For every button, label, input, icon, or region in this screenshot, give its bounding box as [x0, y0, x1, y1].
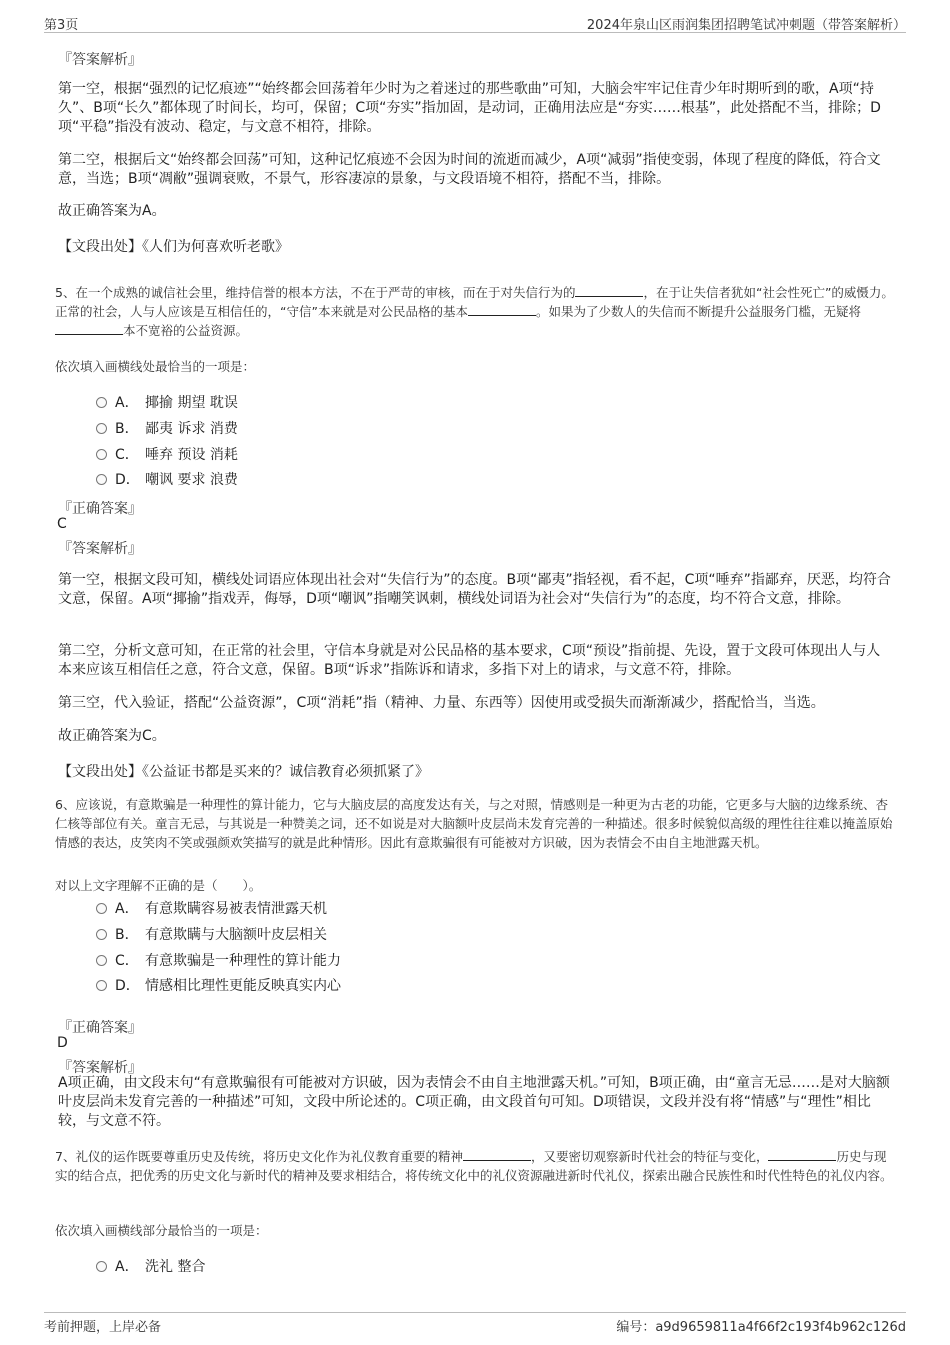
analysis-label: 『答案解析』 — [58, 1060, 142, 1076]
question-6-prompt: 对以上文字理解不正确的是（ ）。 — [55, 878, 262, 893]
document-id: 编号：a9d9659811a4f66f2c193f4b962c126d — [616, 1320, 906, 1335]
analysis-paragraph: A项正确，由文段末句“有意欺骗很有可能被对方识破，因为表情会不由自主地泄露天机。”可知，B项正确，由“童言无忌……是对大脑额叶皮层尚未发育完善的一种描述”可知，文段中所论述的。C项正确，由文段首句可知。D项错误，文段并没有将“情感”与“理性”相比较，与文意不符。 — [58, 1075, 890, 1129]
correct-answer: C — [57, 516, 67, 532]
analysis-paragraph-1: 第一空，根据“强烈的记忆痕迹”“始终都会回荡着年少时为之着迷过的那些歌曲”可知，大脑会牢牢记住青少年时期听到的歌，A项“持久”、B项“长久”都体现了时间长，均可，保留；C项“夯实”指加固，是动词，正确用法应是“夯实……根基”，此处搭配不当，排除；D项“平稳”指没有波动、稳定，与文意不相符，排除。 — [58, 81, 881, 135]
radio-icon[interactable] — [96, 980, 107, 991]
fill-blank — [468, 302, 536, 316]
page-footer — [44, 1312, 906, 1333]
analysis-label: 『答案解析』 — [58, 52, 142, 68]
analysis-paragraph-3: 第三空，代入验证，搭配“公益资源”，C项“消耗”指（精神、力量、东西等）因使用或受损失而渐渐减少，搭配恰当，当选。 — [58, 695, 825, 711]
question-7-stem: 7、礼仪的运作既要尊重历史及传统，将历史文化作为礼仪教育重要的精神 ，又要密切观察新时代社会的特征与变化， 历史与现实的结合点，把优秀的历史文化与新时代的精神及要求相结合，将传统文化中的礼仪资源融进新时代礼仪，探索出融合民族性和时代性特色的礼仪内容。 — [55, 1149, 893, 1183]
footer-slogan: 考前押题，上岸必备 — [44, 1320, 162, 1335]
fill-blank — [55, 321, 123, 335]
document-title: 2024年泉山区雨润集团招聘笔试冲刺题（带答案解析） — [586, 18, 906, 33]
question-7-prompt: 依次填入画横线部分最恰当的一项是： — [55, 1223, 268, 1238]
passage-source: 【文段出处】《公益证书都是买来的？诚信教育必须抓紧了》 — [58, 764, 429, 780]
radio-icon[interactable] — [96, 423, 107, 434]
fill-blank — [575, 283, 643, 297]
correct-answer-label: 『正确答案』 — [58, 1020, 142, 1036]
question-5-stem: 5、在一个成熟的诚信社会里，维持信誉的根本方法，不在于严苛的审核，而在于对失信行为的 ，在于让失信者犹如“社会性死亡”的威慑力。正常的社会，人与人应该是互相信任的，“守信”本来就是对公民品格的基本 。如果为了少数人的失信而不断提升公益服务门槛，无疑将本不宽裕的公益资源。 — [55, 285, 894, 338]
fill-blank — [463, 1147, 531, 1161]
radio-icon[interactable] — [96, 474, 107, 485]
analysis-paragraph-1: 第一空，根据文段可知，横线处词语应体现出社会对“失信行为”的态度。B项“鄙夷”指轻视，看不起，C项“唾弃”指鄙弃，厌恶，均符合文意，保留。A项“揶揄”指戏弄，侮辱，D项“嘲讽”指嘲笑讽刺，横线处词语为社会对“失信行为”的态度，均不符合文意，排除。 — [58, 572, 891, 607]
analysis-conclusion: 故正确答案为C。 — [58, 728, 166, 744]
correct-answer: D — [57, 1035, 68, 1051]
correct-answer-label: 『正确答案』 — [58, 501, 142, 517]
page-number: 第3页 — [44, 18, 79, 33]
radio-icon[interactable] — [96, 955, 107, 966]
passage-source: 【文段出处】《人们为何喜欢听老歌》 — [58, 239, 289, 255]
analysis-paragraph-2: 第二空，分析文意可知，在正常的社会里，守信本身就是对公民品格的基本要求，C项“预设”指前提、先设，置于文段可体现出人与人本来应该互相信任之意，符合文意，保留。B项“诉求”指陈诉和请求，多指下对上的请求，与文意不符，排除。 — [58, 643, 881, 678]
analysis-paragraph-2: 第二空，根据后文“始终都会回荡”可知，这种记忆痕迹不会因为时间的流逝而减少，A项“减弱”指使变弱，体现了程度的降低，符合文意，当选；B项“凋敝”强调衰败，不景气，形容凄凉的景象，与文段语境不相符，搭配不当，排除。 — [58, 152, 881, 187]
radio-icon[interactable] — [96, 449, 107, 460]
page-header — [44, 12, 906, 33]
question-5-prompt: 依次填入画横线处最恰当的一项是： — [55, 359, 256, 374]
analysis-conclusion: 故正确答案为A。 — [58, 203, 166, 219]
radio-icon[interactable] — [96, 397, 107, 408]
radio-icon[interactable] — [96, 1261, 107, 1272]
fill-blank — [768, 1147, 836, 1161]
radio-icon[interactable] — [96, 929, 107, 940]
question-6-stem: 6、应该说，有意欺骗是一种理性的算计能力，它与大脑皮层的高度发达有关，与之对照，情感则是一种更为古老的功能，它更多与大脑的边缘系统、杏仁核等部位有关。童言无忌，与其说是一种赞美之词，还不如说是对大脑额叶皮层尚未发育完善的一种描述。很多时候貌似高级的理性往往难以掩盖原始情感的表达，皮笑肉不笑或强颜欢笑描写的就是此种情形。因此有意欺骗很有可能被对方识破，因为表情会不由自主地泄露天机。 — [55, 797, 893, 850]
analysis-label: 『答案解析』 — [58, 541, 142, 557]
radio-icon[interactable] — [96, 903, 107, 914]
